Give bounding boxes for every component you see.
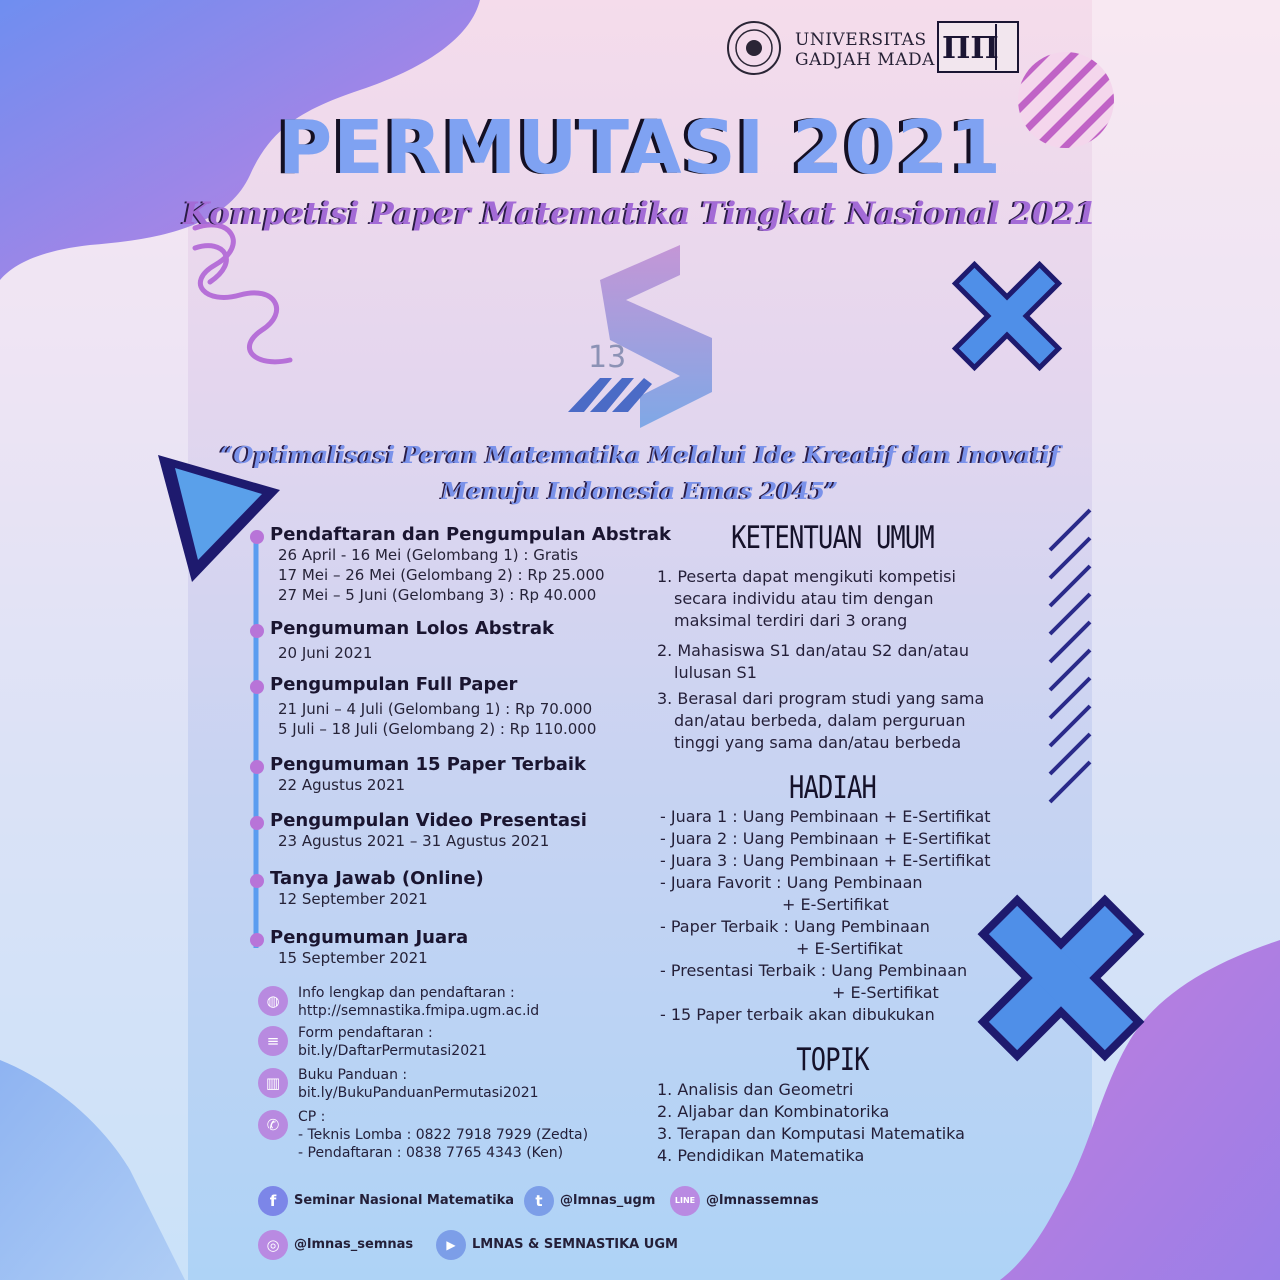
theme-quote: “Optimalisasi Peran Matematika Melalui Ide Kreatif dan Inovatif Menuju Indonesia Emas 2045” <box>220 442 1060 505</box>
timeline-item: Pengumuman Lolos Abstrak 20 Juni 2021 <box>270 618 690 663</box>
timeline-dot <box>250 933 264 947</box>
youtube-icon: ▶ <box>436 1230 466 1260</box>
timeline-item: Tanya Jawab (Online) 12 September 2021 <box>270 868 690 909</box>
timeline-dot <box>250 624 264 638</box>
line-icon: LINE <box>670 1186 700 1216</box>
globe-icon: ◍ <box>258 986 288 1016</box>
topik-list: 1. Analisis dan Geometri 2. Aljabar dan Kombinatorika 3. Terapan dan Komputasi Matematika 4. Pendidikan Matematika <box>657 1080 965 1165</box>
hadiah-list: - Juara 1 : Uang Pembinaan + E-Sertifikat - Juara 2 : Uang Pembinaan + E-Sertifikat - Juara 3 : Uang Pembinaan + E-Sertifikat - Juara Favorit : Uang Pembinaan + E-Sertifikat - Paper Terbaik : Uang Pembinaan + E-Sertifikat - Presentasi Terbaik : Uang Pembinaan + E-Sertifikat - 15 Paper terbaik akan dibukukan <box>660 807 991 1024</box>
timeline-dot <box>250 530 264 544</box>
ketentuan-title: KETENTUAN UMUM <box>731 520 934 556</box>
svg-text:ΠΠ: ΠΠ <box>942 31 999 66</box>
timeline-dot <box>250 680 264 694</box>
website-link[interactable]: http://semnastika.fmipa.ugm.ac.id <box>298 1003 540 1019</box>
page-title: PERMUTASI 2021 <box>277 105 1003 191</box>
page-subtitle: Kompetisi Paper Matematika Tingkat Nasional 2021 <box>183 196 1097 232</box>
timeline-item: Pengumuman Juara 15 September 2021 <box>270 927 690 968</box>
university-name: UNIVERSITAS GADJAH MADA <box>795 30 935 70</box>
facebook-icon: f <box>258 1186 288 1216</box>
ketentuan-list: 1. Peserta dapat mengikuti kompetisi secara individu atau tim dengan maksimal terdiri dari 3 orang 2. Mahasiswa S1 dan/atau S2 dan/atau lulusan S1 3. Berasal dari program studi yang sama dan/atau berbeda, dalam perguruan tinggi yang sama dan/atau berbeda <box>657 567 985 752</box>
topik-title: TOPIK <box>796 1042 869 1078</box>
form-icon: ≡ <box>258 1026 288 1056</box>
event-logo-s <box>600 245 712 428</box>
hadiah-title: HADIAH <box>789 770 876 806</box>
form-link[interactable]: bit.ly/DaftarPermutasi2021 <box>298 1043 487 1059</box>
timeline-dot <box>250 874 264 888</box>
timeline-item: Pengumpulan Full Paper 21 Juni – 4 Juli (Gelombang 1) : Rp 70.000 5 Juli – 18 Juli (Gelombang 2) : Rp 110.000 <box>270 674 690 739</box>
timeline-dot <box>250 760 264 774</box>
timeline-item: Pengumuman 15 Paper Terbaik 22 Agustus 2021 <box>270 754 690 795</box>
instagram-icon: ◎ <box>258 1230 288 1260</box>
book-icon: ▥ <box>258 1068 288 1098</box>
twitter-icon: t <box>524 1186 554 1216</box>
cross-shape-upper <box>919 228 1094 403</box>
guidebook-link[interactable]: bit.ly/BukuPanduanPermutasi2021 <box>298 1085 539 1101</box>
timeline-dot <box>250 816 264 830</box>
logo-number: 13 <box>588 340 627 375</box>
timeline-item: Pendaftaran dan Pengumpulan Abstrak 26 April - 16 Mei (Gelombang 1) : Gratis 17 Mei – 26 Mei (Gelombang 2) : Rp 25.000 27 Mei – 5 Juni (Gelombang 3) : Rp 40.000 <box>270 524 690 605</box>
diagonal-stripes <box>1050 510 1090 802</box>
phone-icon: ✆ <box>258 1110 288 1140</box>
timeline-item: Pengumpulan Video Presentasi 23 Agustus 2021 – 31 Agustus 2021 <box>270 810 690 851</box>
